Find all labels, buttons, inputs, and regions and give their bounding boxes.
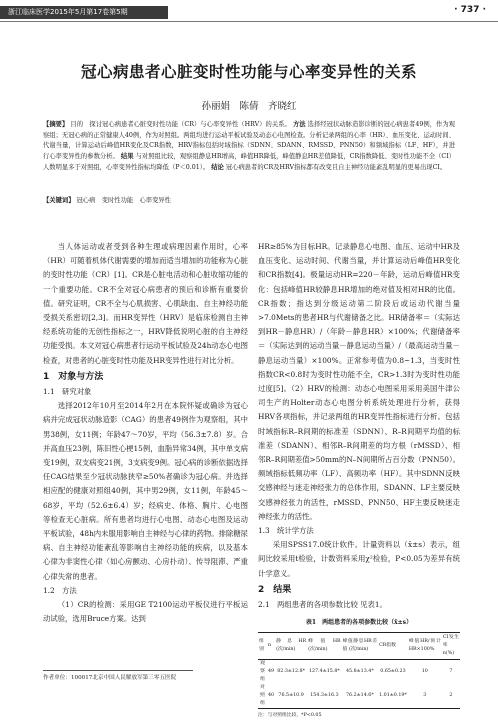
table-header-cell: 组别 — [258, 633, 267, 660]
header-rule — [0, 21, 498, 22]
article-title: 冠心病患者心脏变时性功能与心率变异性的关系 — [80, 62, 417, 81]
footnote-rule — [43, 670, 193, 671]
table-cell: 2 — [442, 684, 460, 709]
subjects-paragraph: 选择2012年10月至2014年2月在本院怀疑或确诊为冠心病并完成冠状动脉造影（CAG）的患者49例作为观察组，其中男38例，女11例；年龄47～70岁，平均（56.3±7.8）岁。合并高血压23例，陈旧性心梗15例，血脂异常34例，其中单支病变19例，双支病变21例，3支病变9例。冠心病的诊断依据选择任CAG结果至少冠状动脉狭窄≥50%者确诊为冠心病。并选择相应配的健康对照组40例，其中男29例，女11例，年龄45～68岁，平均（52.6±6.4）岁；经病史、体格、胸片、心电图等检查无心脏病。所有患者均进行心电图、动态心电图及运动平板试验，48h内未服用影响自主神经与心律的药物。排除糖尿病、自主神经功能紊乱等影响自主神经功能的疾病，以及基本心律为非窦性心律（如心房颤动、心房扑动）、传导阻滞、严重心律失常的患者。 — [43, 401, 249, 581]
abstract-method-label: 方法 — [292, 121, 306, 128]
table-cell: 45.8±13.4* — [345, 669, 374, 675]
table-cell: 40 — [267, 684, 275, 709]
table-header-cell: CR指数 — [378, 633, 408, 660]
table-header-cell: n — [267, 633, 275, 660]
table-row — [258, 660, 460, 685]
methods-paragraph: （1）CR的检测：采用GE T2100运动平板仪进行平板运动试验，选用Bruce方案。达到 — [43, 600, 248, 624]
abstract-method: 选择经冠状动脉造影诊断的冠心病患者49例，作为观察组；无冠心病的正常健康人40例，作为对照组。两组均进行运动平板试验及动态心电图检查。分析记录两组的心率（HR）、血压变化、运动时间、代谢当量，计算运动后峰值HR变化及CR指数，HRV指标包括时域指标（SDNN、SDANN、RMSSD、PNN50）和频域指标（LF、HF），并进行心率变异性的参数分析。 — [43, 121, 456, 161]
table-header-cell: 峰值静息HR差值 (次/min) — [342, 633, 378, 660]
table-cell: 76.2±14.6* — [342, 684, 378, 709]
page-header — [0, 0, 498, 24]
table-cell: 76.5±10.9 — [275, 684, 307, 709]
page-number: · 737 · — [454, 5, 486, 15]
section-heading: 1 对象与方法 — [43, 371, 104, 382]
abstract-conclusion-label: 结论 — [211, 163, 224, 171]
table-cell: 1.01±0.19* — [378, 684, 408, 709]
abstract — [43, 120, 455, 174]
results-text: 见表1。 — [360, 600, 387, 610]
table-cell: 0.65±0.23 — [380, 669, 406, 675]
table-cell: 7 — [449, 669, 453, 675]
table-cell: 127.4±15.8* — [308, 669, 340, 675]
intro-paragraph: 当人体运动或者受到各种生理或病理因素作用时，心率（HR）可随着机体代谢需要的增加而适当增加的功能称为心脏的变时性功能（CR）[1]。CR是心脏电活动和心脏收缩功能的一个重要功能。CR不全对冠心病患者的预后和诊断有重要价值。研究证明，CR不全与心肌损害、心肌缺血、自主神经功能受损关系密切[2,3]。而HR变异性（HRV）是临床检测自主神经系统功能的无创性指标之一，HRV降低说明心脏的自主神经功能受损。本文对冠心病患者行运动平板试验及24h动态心电图检查，对患者的心脏变时性功能及HR变异性进行对比分析。 — [43, 242, 249, 365]
table-cell: 3 — [408, 684, 442, 709]
abstract-result-label: 结果 — [120, 153, 134, 161]
table-row — [258, 684, 460, 709]
subsection-heading: 1.2 方法 — [43, 585, 77, 595]
table-note: 注：与对照组比较，*P<0.05 — [258, 713, 322, 719]
table-header-cell: 峰值HR (次/min) — [307, 633, 341, 660]
table-header-row — [258, 633, 460, 660]
table-caption: 表1 两组患者的各项参数比较（x̄±s） — [305, 619, 413, 627]
table-cell: 154.3±16.3 — [307, 684, 341, 709]
left-column — [43, 240, 248, 626]
abstract-label: 【摘要】 — [43, 121, 69, 128]
abstract-objective: 目的 探讨冠心病患者心脏变时性功能（CR）与心率变异性（HRV）的关系。 — [70, 121, 291, 128]
abstract-result: 与对照组比较，观察组静息HR增高，峰值HR降低，峰值静息HR差值降低，CR指数降低、变时性功能不全（CI）人数明显多于对照组，心率变异性指标均降低（P＜0.01）。 — [43, 153, 456, 171]
subsection-heading: 1.1 研究对象 — [43, 387, 92, 397]
keywords — [43, 195, 455, 204]
authors: 孙丽娟 陈倩 齐晓红 — [201, 101, 297, 112]
results-table — [258, 632, 460, 709]
subsection-heading: 1.3 统计学方法 — [258, 526, 314, 536]
table-cell: 观察组 — [260, 661, 265, 683]
table-header-cell: 峰值HR/预计HR×100% — [408, 633, 442, 660]
table-header-cell: 静息HR (次/min) — [275, 633, 307, 660]
section-heading: 2 结果 — [258, 584, 292, 595]
abstract-conclusion: 冠心病患者的CR及HRV指标都有改变且自主神经功能紊乱明显的更易出现CI。 — [225, 163, 447, 171]
table-cell: 10 — [421, 669, 428, 675]
keywords-text: 冠心病 变时性功能 心率变异性 — [76, 197, 171, 204]
author-affiliation: 作者单位：100017北京中国人民解放军第三零五医院 — [43, 675, 177, 681]
subsection-heading: 2.1 两组患者的各项参数比较 — [258, 600, 358, 610]
keywords-label: 【关键词】 — [43, 197, 75, 204]
methods-continued-paragraph: HR≥85%为目标HR。记录静息心电图、血压、运动中HR及血压变化、运动时间、代谢当量，并计算运动后峰值HR变化和CR指数[4]。极量运动HR=220－年龄，运动后峰值HR变化：包括峰值HR较静息HR增加的绝对值及相对HR的比值。CR指数；指达到分级运动第二阶段后或运动代谢当量>7.0Mets的患者HR与代谢储备之比。HR储备率＝（实际达到HR－静息HR）/（年龄－静息HR）×100%；代谢储备率＝（实际达到的运动当量－静息运动当量）/（最高运动当量－静息运动当量）×100%。正常参考值为0.8~1.3，当变时性指数CR<0.8时为变时性功能不全，CR>1.3时为变时性功能过度[5]。（2）HRV的检测：动态心电图采用采用美国牛津公司生产的Holter动态心电图分析系统处理进行分析，获得HRV各项指标，并记录两组的HR变异性指标进行分析。包括时域指标R–R间期的标准差（SDNN）、R–R间期平均值的标准差（SDANN）、相邻R–R间期差的均方根（rMSSD）、相邻R–R间期差值>50mm的N–N间期所占百分数（PNN50）。频域指标低频功率（LF）、高频功率（HF）。其中SDNN反映交感神经与迷走神经张力的总体作用，SDANN、LF主要反映交感神经张力的活性，rMSSD、PNN50、HF主要反映迷走神经张力的活性。 — [258, 242, 460, 521]
stats-paragraph: 采用SPSS17.0统计软件。计量资料以（x̄±s）表示，组间比较采用t检验，计数资料采用χ²检验，P<0.05为差异有统计学意义。 — [258, 540, 460, 578]
right-column — [258, 240, 460, 724]
journal-label: 浙江临床医学2015年5月第17卷第5期 — [0, 6, 168, 19]
table-cell: 49 — [267, 669, 275, 675]
table-cell: 82.3±12.8* — [277, 669, 305, 675]
table-header-cell: CI发生率 n(%) — [442, 633, 460, 660]
table-cell: 对照组 — [258, 684, 267, 709]
